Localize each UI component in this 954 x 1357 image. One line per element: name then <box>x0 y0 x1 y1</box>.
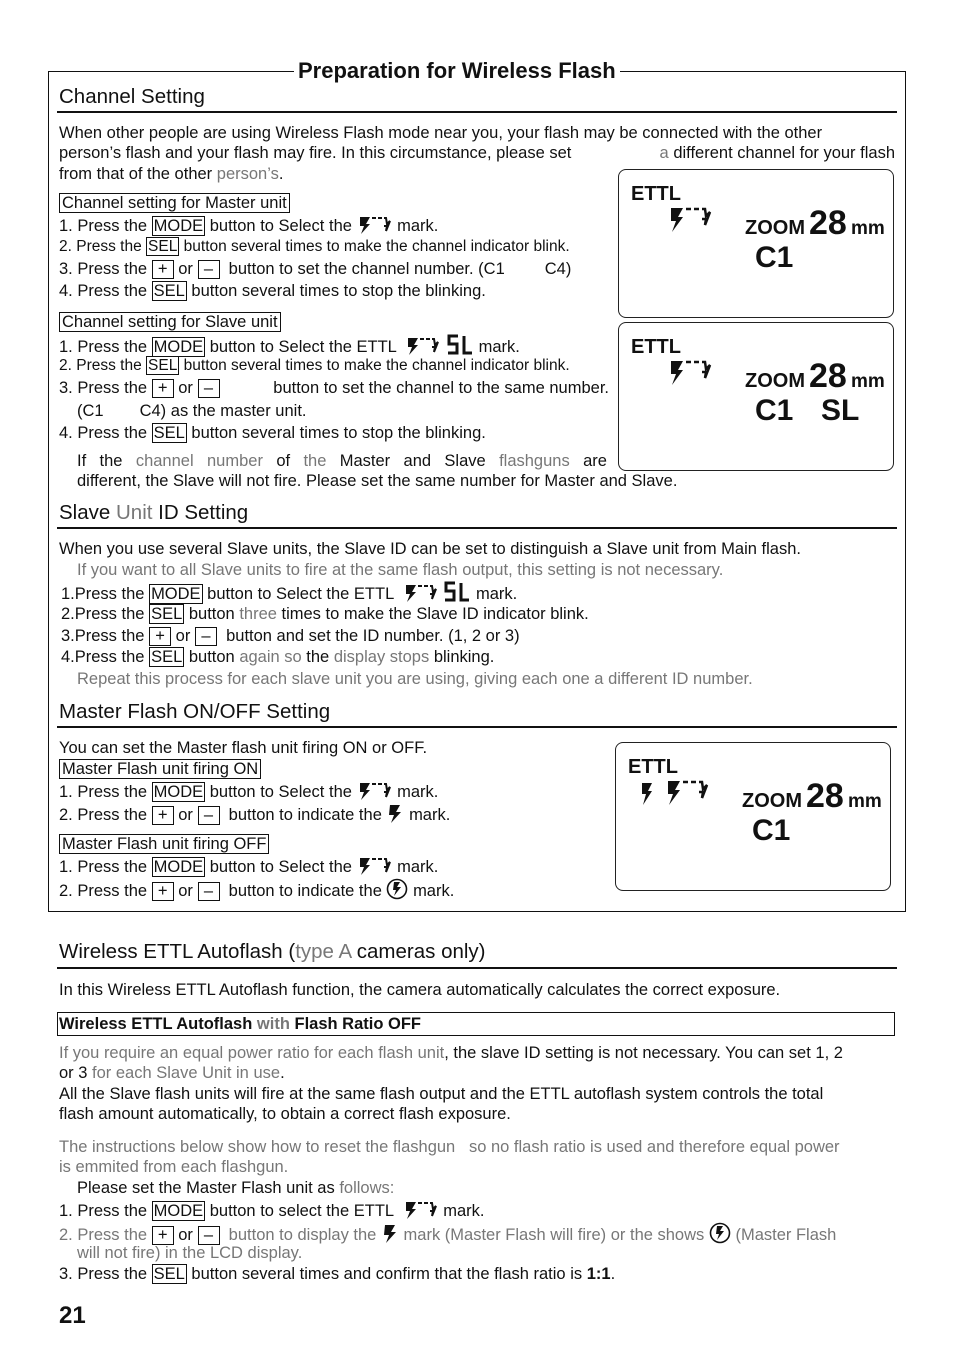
slave-step-3-cont <box>77 401 307 421</box>
text: 2.Press the <box>61 605 145 623</box>
text: 1. Press the <box>59 1202 148 1220</box>
lcd-master-channel <box>618 169 894 318</box>
lcd-slave-channel <box>618 322 894 471</box>
wireless-p2-line1: All the Slave flash units will fire at the same flash output and the ETTL autoflash system controls the total <box>59 1085 824 1103</box>
wireless-step-1 <box>59 1200 485 1221</box>
text: or <box>175 627 191 645</box>
text: . <box>280 1064 285 1082</box>
wireless-intro: In this Wireless ETTL Autoflash function, the camera automatically calculates the correct exposure. <box>59 981 781 999</box>
mode-key: MODE <box>153 217 204 235</box>
wireless-flash-icon <box>357 856 393 876</box>
lcd-flash-icon <box>671 361 683 385</box>
text: the <box>303 452 327 470</box>
text: a <box>659 144 669 162</box>
master-step-2 <box>59 237 570 257</box>
slave-step-1 <box>59 334 520 357</box>
text: Channel setting for Master unit <box>59 193 290 213</box>
lcd-display <box>616 743 890 890</box>
text: 1:1 <box>586 1265 611 1283</box>
text: and <box>403 452 432 470</box>
text: cameras only) <box>356 940 486 963</box>
text: mark. <box>397 858 439 876</box>
minus-key: – <box>198 1226 220 1245</box>
text: Master <box>339 452 391 470</box>
text: The instructions below show how to reset the flashgun <box>59 1138 456 1156</box>
text: the <box>306 648 330 666</box>
text: 2. Press the <box>59 882 148 900</box>
text: 2. Press the <box>59 806 148 824</box>
slave-subtitle <box>59 312 281 332</box>
text: 1. Press the <box>59 338 148 356</box>
text: button to select the ETTL <box>209 1202 394 1220</box>
text: number <box>207 452 263 470</box>
slaveid-step-1 <box>61 581 517 604</box>
text: type A <box>295 940 352 963</box>
wireless-p1-line2 <box>59 1063 285 1083</box>
wireless-heading <box>59 940 486 964</box>
wireless-flash-icon <box>405 336 441 356</box>
text: display stops <box>333 648 430 666</box>
masterflash-off-step-2 <box>59 878 454 901</box>
plus-key: + <box>152 806 174 825</box>
lcd-wireless-icon <box>683 782 707 798</box>
channel-intro-line3: from that of the other person’s. <box>59 165 284 183</box>
masterflash-rule <box>57 726 897 728</box>
lcd-zoom: ZOOM <box>742 790 802 812</box>
slaveid-note: If you want to all Slave units to fire at the same flash output, this setting is not necessary. <box>77 561 724 579</box>
channel-intro-line1: When other people are using Wireless Flash mode near you, your flash may be connected with the other <box>59 124 823 142</box>
flash-on-icon <box>381 1224 399 1244</box>
text: mark. <box>478 338 520 356</box>
text: from that of the other <box>59 165 213 183</box>
text: 3. Press the <box>59 1265 148 1283</box>
text: button and set the ID number. (1, 2 or 3) <box>226 627 520 645</box>
text: flashguns <box>499 452 570 470</box>
text: Wireless ETTL Autoflash <box>59 1015 253 1033</box>
slave-step-3 <box>59 378 609 398</box>
master-subtitle <box>59 193 290 213</box>
mode-key: MODE <box>153 858 204 876</box>
text: , the slave ID setting is not necessary. You can set 1, 2 <box>444 1044 843 1062</box>
slaveid-step-4 <box>61 647 494 667</box>
text: 1. Press the <box>59 783 148 801</box>
text: of <box>276 452 291 470</box>
sel-key: SEL <box>151 605 183 623</box>
sel-key: SEL <box>153 282 185 300</box>
text: button to Select the <box>209 783 352 801</box>
text: so no flash ratio is used and therefore equal power <box>468 1138 840 1156</box>
plus-key: + <box>152 882 174 901</box>
sel-key: SEL <box>153 1265 185 1283</box>
lcd-zoom-value: 28 <box>809 357 847 395</box>
lcd-unit: mm <box>851 371 885 392</box>
text: mark. <box>413 882 455 900</box>
text: 4. Press the <box>59 282 148 300</box>
lcd-ettl: ETTL <box>628 756 678 778</box>
text: 1.Press the <box>61 585 145 603</box>
channel-rule <box>57 111 897 113</box>
text: Master Flash unit firing ON <box>59 759 261 779</box>
text: button to indicate the <box>228 806 382 824</box>
text: Channel setting for Slave unit <box>59 312 281 332</box>
text: mark. <box>409 806 451 824</box>
text: button several times and confirm that the flash ratio is <box>191 1265 583 1283</box>
text: channel <box>135 452 194 470</box>
text: ID Setting <box>158 501 249 524</box>
text: person’s flash and your flash may fire. In this circumstance, please set <box>59 144 572 162</box>
lcd-zoom: ZOOM <box>745 217 805 239</box>
text: Please set the Master Flash unit as <box>77 1179 335 1197</box>
text: 2. Press the <box>59 1226 148 1244</box>
text: If you require an equal power ratio for each flash unit <box>59 1044 445 1062</box>
text: If <box>77 452 87 470</box>
wireless-p3-line1 <box>59 1137 840 1157</box>
masterflash-intro: You can set the Master flash unit firing ON or OFF. <box>59 739 428 757</box>
text: mark. <box>443 1202 485 1220</box>
lcd-display <box>619 323 893 470</box>
text: button several times to stop the blinking. <box>191 282 486 300</box>
text: Master Flash unit firing OFF <box>59 834 269 854</box>
channel-note-line1 <box>77 451 607 471</box>
slave-mark-icon <box>443 581 471 603</box>
text: button to Select the ETTL <box>209 338 397 356</box>
lcd-ettl: ETTL <box>631 336 681 358</box>
text: button <box>188 605 235 623</box>
text: Slave <box>59 501 111 524</box>
slaveid-intro: When you use several Slave units, the Slave ID can be set to distinguish a Slave unit from Main flash. <box>59 540 801 558</box>
masterflash-on-title <box>59 759 261 779</box>
lcd-zoom: ZOOM <box>745 370 805 392</box>
masterflash-off-step-1 <box>59 856 438 877</box>
text: follows: <box>339 1179 395 1197</box>
lcd-unit: mm <box>851 218 885 239</box>
wireless-subheading <box>59 1014 421 1034</box>
text: Wireless ETTL Autoflash ( <box>59 940 296 963</box>
text: button to indicate the <box>228 882 382 900</box>
text: 4. Press the <box>59 424 148 442</box>
text: mark (Master Flash will fire) or the shows <box>403 1226 705 1244</box>
mode-key: MODE <box>153 1202 204 1220</box>
text: 3. Press the <box>59 379 148 397</box>
text: button to Select the <box>209 858 352 876</box>
minus-key: – <box>198 806 220 825</box>
wireless-p1-line1 <box>59 1043 843 1063</box>
lcd-flash-icon <box>671 208 683 232</box>
minus-key: – <box>195 627 217 646</box>
plus-key: + <box>152 1226 174 1245</box>
wireless-p3-line2: is emmited from each flashgun. <box>59 1158 289 1176</box>
channel-heading: Channel Setting <box>59 85 205 108</box>
text: button to set the channel number. (C1 <box>228 260 505 278</box>
text: 2. Press the <box>59 238 142 255</box>
text: 3.Press the <box>61 627 145 645</box>
slave-step-2 <box>59 356 570 376</box>
lcd-zoom-value: 28 <box>809 204 847 242</box>
minus-key: – <box>198 882 220 901</box>
wireless-flash-icon <box>403 583 439 603</box>
text: different channel for your flash <box>673 144 895 162</box>
text: are <box>583 452 607 470</box>
lcd-wireless-icon <box>686 209 710 225</box>
text: button to Select the <box>209 217 352 235</box>
text: or <box>178 379 193 397</box>
lcd-wireless-icon <box>686 362 710 378</box>
masterflash-off-title <box>59 834 269 854</box>
text: for each Slave Unit in use <box>92 1064 281 1082</box>
wireless-rule <box>57 967 897 969</box>
text: or <box>178 1226 193 1244</box>
sel-key: SEL <box>148 357 178 374</box>
text: button several times to stop the blinking. <box>191 424 486 442</box>
mode-key: MODE <box>151 585 201 603</box>
masterflash-on-step-1 <box>59 781 438 802</box>
text: mark. <box>476 585 518 603</box>
sel-key: SEL <box>148 238 178 255</box>
sel-key: SEL <box>153 424 185 442</box>
text: or 3 <box>59 1064 88 1082</box>
lcd-ettl: ETTL <box>631 183 681 205</box>
master-step-1 <box>59 215 438 236</box>
text: Flash Ratio OFF <box>294 1015 422 1033</box>
text: with <box>256 1015 290 1033</box>
text: C4) as the master unit. <box>139 402 307 420</box>
wireless-step-3 <box>59 1264 615 1284</box>
text: again so <box>239 648 302 666</box>
text: 3. Press the <box>59 260 148 278</box>
text: . <box>610 1265 616 1283</box>
text: three <box>239 605 277 623</box>
lcd-display <box>619 170 893 317</box>
slave-mark-icon <box>446 334 474 356</box>
plus-key: + <box>149 627 171 646</box>
lcd-zoom-value: 28 <box>806 777 844 815</box>
text: blinking. <box>433 648 495 666</box>
text: person’s <box>216 165 279 183</box>
lcd-master-on <box>615 742 891 891</box>
lcd-master-flash-icon <box>642 783 652 805</box>
lcd-flash-icon <box>668 781 680 805</box>
plus-key: + <box>152 260 174 279</box>
flash-off-icon <box>709 1222 731 1244</box>
wireless-step-2-cont: will not fire) in the LCD display. <box>77 1244 303 1262</box>
text: or <box>178 806 193 824</box>
wireless-flash-icon <box>403 1200 439 1220</box>
wireless-please <box>77 1178 394 1198</box>
text: button to Select the ETTL <box>207 585 394 603</box>
text: C4) <box>544 260 572 278</box>
plus-key: + <box>152 379 174 398</box>
text: Unit <box>115 501 153 524</box>
lcd-channel: C1 <box>752 814 791 847</box>
text: 1. Press the <box>59 858 148 876</box>
page-number: 21 <box>59 1302 86 1329</box>
text: button to set the channel to the same number. <box>273 379 609 397</box>
master-step-4 <box>59 281 486 301</box>
text: (Master Flash <box>735 1226 837 1244</box>
text: 4.Press the <box>61 648 145 666</box>
slaveid-step-3 <box>61 626 520 646</box>
text: Slave <box>444 452 486 470</box>
text: button several times to make the channel indicator blink. <box>183 357 570 374</box>
lcd-channel: C1 <box>755 241 794 274</box>
slaveid-heading <box>59 501 248 525</box>
text: button several times to make the channel indicator blink. <box>183 238 570 255</box>
text: 1. Press the <box>59 217 148 235</box>
text: mark. <box>397 783 439 801</box>
minus-key: – <box>198 260 220 279</box>
slave-step-4 <box>59 423 486 443</box>
slaveid-step-2 <box>61 604 589 624</box>
lcd-slave-mark: SL <box>821 394 860 427</box>
text: (C1 <box>77 402 104 420</box>
mode-key: MODE <box>153 783 204 801</box>
master-step-3 <box>59 259 571 279</box>
text: button <box>188 648 235 666</box>
lcd-unit: mm <box>848 791 882 812</box>
text: or <box>178 260 193 278</box>
wireless-step-2 <box>59 1222 836 1245</box>
text: times to make the Slave ID indicator blink. <box>281 605 589 623</box>
flash-on-icon <box>386 804 404 824</box>
mode-key: MODE <box>153 338 204 356</box>
slaveid-rule <box>57 527 897 529</box>
sel-key: SEL <box>151 648 183 666</box>
channel-intro-line2 <box>59 143 895 163</box>
wireless-p2-line2: flash amount automatically, to obtain a correct flash exposure. <box>59 1105 511 1123</box>
text: or <box>178 882 193 900</box>
slaveid-repeat: Repeat this process for each slave unit you are using, giving each one a different ID number. <box>77 670 753 688</box>
lcd-channel: C1 <box>755 394 794 427</box>
minus-key: – <box>198 379 220 398</box>
masterflash-on-step-2 <box>59 804 450 825</box>
text: the <box>99 452 123 470</box>
wireless-flash-icon <box>357 781 393 801</box>
channel-note-line2: different, the Slave will not fire. Please set the same number for Master and Slave. <box>77 472 678 490</box>
wireless-flash-icon <box>357 215 393 235</box>
masterflash-heading: Master Flash ON/OFF Setting <box>59 700 331 723</box>
flash-off-icon <box>386 878 408 900</box>
text: mark. <box>397 217 439 235</box>
section-title: Preparation for Wireless Flash <box>294 58 620 84</box>
text: 2. Press the <box>59 357 142 374</box>
text: button to display the <box>228 1226 377 1244</box>
